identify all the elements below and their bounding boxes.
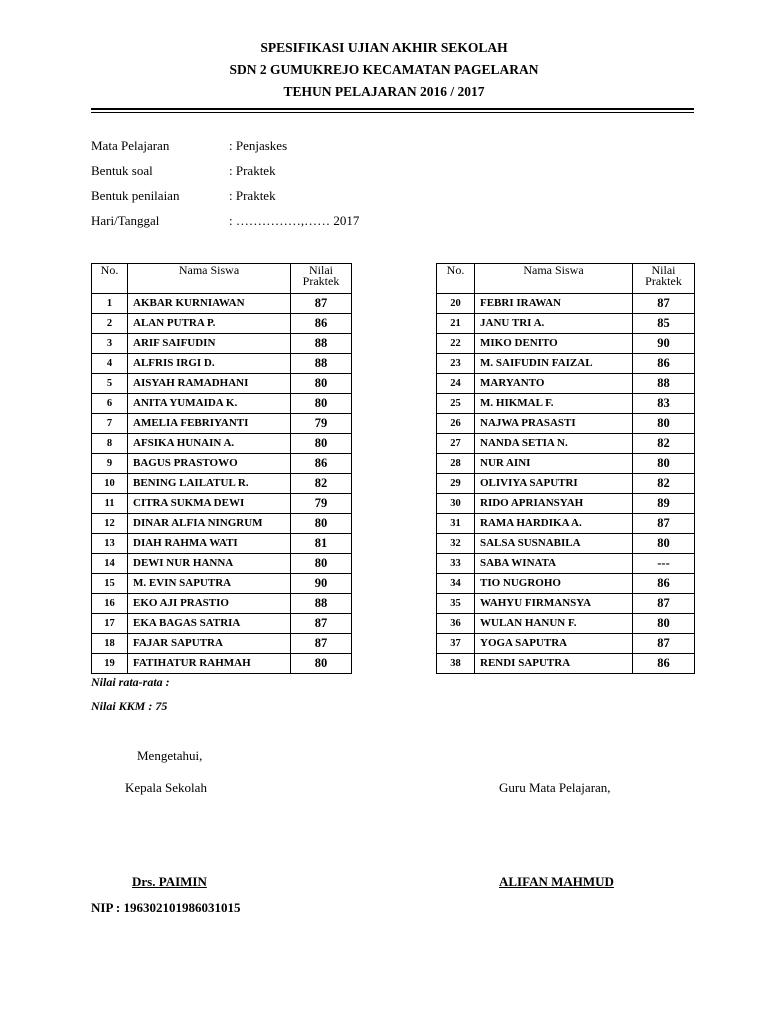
student-score: 87 — [633, 294, 695, 314]
header-rule-thick — [91, 108, 694, 110]
kkm-label: Nilai KKM : 75 — [91, 699, 168, 713]
student-score: 82 — [291, 474, 352, 494]
student-name: TIO NUGROHO — [475, 574, 633, 594]
col-header-score-line1: Nilai — [651, 263, 676, 277]
table-row — [92, 334, 352, 354]
student-name: AMELIA FEBRIYANTI — [128, 414, 291, 434]
col-header-no: No. — [92, 264, 128, 294]
student-name: WAHYU FIRMANSYA — [475, 594, 633, 614]
student-score: 88 — [291, 334, 352, 354]
student-name: FAJAR SAPUTRA — [128, 634, 291, 654]
table-row — [437, 514, 695, 534]
principal-nip: NIP : 196302101986031015 — [91, 900, 241, 915]
table-row — [437, 574, 695, 594]
student-number: 36 — [437, 614, 475, 634]
student-number: 10 — [92, 474, 128, 494]
table-row — [92, 394, 352, 414]
student-name: MIKO DENITO — [475, 334, 633, 354]
student-number: 7 — [92, 414, 128, 434]
principal-role: Kepala Sekolah — [125, 780, 207, 795]
student-name: EKO AJI PRASTIO — [128, 594, 291, 614]
student-score: 87 — [291, 614, 352, 634]
student-score: 86 — [633, 654, 695, 674]
student-number: 4 — [92, 354, 128, 374]
student-score: --- — [633, 554, 695, 574]
table-row — [437, 634, 695, 654]
acknowledged-text: Mengetahui, — [137, 748, 203, 763]
col-header-name: Nama Siswa — [128, 264, 291, 294]
teacher-role: Guru Mata Pelajaran, — [499, 780, 611, 795]
student-number: 15 — [92, 574, 128, 594]
table-row — [437, 454, 695, 474]
col-header-score — [633, 264, 695, 294]
student-number: 6 — [92, 394, 128, 414]
table-row — [437, 554, 695, 574]
student-name: WULAN HANUN F. — [475, 614, 633, 634]
grade-table-right — [436, 263, 695, 674]
table-row — [437, 654, 695, 674]
student-number: 23 — [437, 354, 475, 374]
student-score: 88 — [633, 374, 695, 394]
student-score: 87 — [633, 594, 695, 614]
table-row — [92, 514, 352, 534]
student-name: ALFRIS IRGI D. — [128, 354, 291, 374]
student-number: 11 — [92, 494, 128, 514]
student-name: CITRA SUKMA DEWI — [128, 494, 291, 514]
student-name: BAGUS PRASTOWO — [128, 454, 291, 474]
student-name: SABA WINATA — [475, 554, 633, 574]
student-score: 86 — [291, 314, 352, 334]
student-number: 31 — [437, 514, 475, 534]
table-row — [437, 314, 695, 334]
student-number: 29 — [437, 474, 475, 494]
student-name: EKA BAGAS SATRIA — [128, 614, 291, 634]
table-row — [92, 574, 352, 594]
table-row — [437, 534, 695, 554]
info-label: Bentuk penilaian — [91, 188, 180, 203]
table-row — [92, 614, 352, 634]
table-row — [437, 434, 695, 454]
table-row — [92, 414, 352, 434]
student-score: 80 — [291, 514, 352, 534]
col-header-score-line2: Praktek — [645, 274, 682, 288]
student-number: 27 — [437, 434, 475, 454]
student-name: DIAH RAHMA WATI — [128, 534, 291, 554]
student-score: 80 — [291, 654, 352, 674]
student-score: 80 — [291, 554, 352, 574]
col-header-score-line2: Praktek — [302, 274, 340, 288]
student-number: 8 — [92, 434, 128, 454]
table-row — [92, 474, 352, 494]
student-name: M. HIKMAL F. — [475, 394, 633, 414]
student-score: 87 — [633, 514, 695, 534]
student-name: FATIHATUR RAHMAH — [128, 654, 291, 674]
student-score: 83 — [633, 394, 695, 414]
student-score: 80 — [291, 374, 352, 394]
info-value: : Praktek — [229, 163, 276, 178]
student-name: RAMA HARDIKA A. — [475, 514, 633, 534]
table-row — [437, 414, 695, 434]
info-label: Hari/Tanggal — [91, 213, 160, 228]
info-label: Mata Pelajaran — [91, 138, 170, 153]
table-row — [92, 654, 352, 674]
student-score: 80 — [291, 434, 352, 454]
info-value: : Praktek — [229, 188, 276, 203]
student-name: FEBRI IRAWAN — [475, 294, 633, 314]
table-row — [437, 394, 695, 414]
student-name: ALAN PUTRA P. — [128, 314, 291, 334]
table-row — [92, 634, 352, 654]
student-number: 32 — [437, 534, 475, 554]
student-score: 86 — [633, 574, 695, 594]
student-score: 88 — [291, 354, 352, 374]
student-number: 33 — [437, 554, 475, 574]
principal-name: Drs. PAIMIN — [132, 874, 207, 889]
student-name: M. EVIN SAPUTRA — [128, 574, 291, 594]
student-number: 5 — [92, 374, 128, 394]
student-number: 37 — [437, 634, 475, 654]
student-score: 80 — [291, 394, 352, 414]
student-score: 87 — [291, 634, 352, 654]
student-number: 18 — [92, 634, 128, 654]
doc-title-line2: SDN 2 GUMUKREJO KECAMATAN PAGELARAN — [229, 62, 539, 77]
student-number: 12 — [92, 514, 128, 534]
table-row — [437, 334, 695, 354]
student-score: 88 — [291, 594, 352, 614]
table-row — [437, 614, 695, 634]
col-header-score-line1: Nilai — [309, 263, 333, 277]
student-name: ARIF SAIFUDIN — [128, 334, 291, 354]
table-row — [437, 474, 695, 494]
student-number: 28 — [437, 454, 475, 474]
student-score: 89 — [633, 494, 695, 514]
table-row — [92, 534, 352, 554]
student-number: 3 — [92, 334, 128, 354]
student-score: 86 — [291, 454, 352, 474]
student-number: 38 — [437, 654, 475, 674]
col-header-name: Nama Siswa — [475, 264, 633, 294]
table-row — [92, 294, 352, 314]
table-row — [92, 494, 352, 514]
student-name: OLIVIYA SAPUTRI — [475, 474, 633, 494]
table-row — [92, 354, 352, 374]
student-score: 90 — [291, 574, 352, 594]
student-score: 82 — [633, 434, 695, 454]
student-name: JANU TRI A. — [475, 314, 633, 334]
student-name: YOGA SAPUTRA — [475, 634, 633, 654]
student-score: 80 — [633, 454, 695, 474]
student-score: 79 — [291, 414, 352, 434]
doc-title-line1: SPESIFIKASI UJIAN AKHIR SEKOLAH — [260, 40, 508, 55]
student-name: AISYAH RAMADHANI — [128, 374, 291, 394]
student-number: 17 — [92, 614, 128, 634]
student-score: 82 — [633, 474, 695, 494]
student-score: 80 — [633, 534, 695, 554]
student-name: DINAR ALFIA NINGRUM — [128, 514, 291, 534]
student-score: 87 — [291, 294, 352, 314]
table-row — [437, 294, 695, 314]
table-row — [92, 434, 352, 454]
student-score: 85 — [633, 314, 695, 334]
student-number: 24 — [437, 374, 475, 394]
info-label: Bentuk soal — [91, 163, 153, 178]
grade-table-left — [91, 263, 352, 674]
table-row — [92, 314, 352, 334]
student-number: 19 — [92, 654, 128, 674]
student-number: 21 — [437, 314, 475, 334]
table-row — [92, 594, 352, 614]
student-score: 79 — [291, 494, 352, 514]
student-number: 14 — [92, 554, 128, 574]
table-row — [92, 554, 352, 574]
student-score: 90 — [633, 334, 695, 354]
student-name: AKBAR KURNIAWAN — [128, 294, 291, 314]
student-name: MARYANTO — [475, 374, 633, 394]
header-rule-thin — [91, 112, 694, 113]
student-name: ANITA YUMAIDA K. — [128, 394, 291, 414]
teacher-name: ALIFAN MAHMUD — [499, 874, 614, 889]
table-row — [92, 374, 352, 394]
student-name: NANDA SETIA N. — [475, 434, 633, 454]
student-score: 80 — [633, 414, 695, 434]
info-value: : ……………,…… 2017 — [229, 213, 360, 228]
student-name: NUR AINI — [475, 454, 633, 474]
student-number: 2 — [92, 314, 128, 334]
student-name: RIDO APRIANSYAH — [475, 494, 633, 514]
student-score: 81 — [291, 534, 352, 554]
student-number: 35 — [437, 594, 475, 614]
table-row — [437, 374, 695, 394]
student-number: 20 — [437, 294, 475, 314]
student-name: M. SAIFUDIN FAIZAL — [475, 354, 633, 374]
student-number: 26 — [437, 414, 475, 434]
student-score: 87 — [633, 634, 695, 654]
student-number: 13 — [92, 534, 128, 554]
student-score: 86 — [633, 354, 695, 374]
average-label: Nilai rata-rata : — [91, 675, 170, 689]
doc-title-line3: TEHUN PELAJARAN 2016 / 2017 — [283, 84, 485, 99]
student-number: 9 — [92, 454, 128, 474]
col-header-no: No. — [437, 264, 475, 294]
student-number: 16 — [92, 594, 128, 614]
table-row — [437, 594, 695, 614]
student-name: SALSA SUSNABILA — [475, 534, 633, 554]
table-row — [437, 494, 695, 514]
student-name: RENDI SAPUTRA — [475, 654, 633, 674]
student-name: NAJWA PRASASTI — [475, 414, 633, 434]
col-header-score — [291, 264, 352, 294]
student-number: 30 — [437, 494, 475, 514]
student-name: AFSIKA HUNAIN A. — [128, 434, 291, 454]
table-row — [437, 354, 695, 374]
student-number: 25 — [437, 394, 475, 414]
student-name: DEWI NUR HANNA — [128, 554, 291, 574]
info-value: : Penjaskes — [229, 138, 288, 153]
student-name: BENING LAILATUL R. — [128, 474, 291, 494]
student-number: 1 — [92, 294, 128, 314]
student-number: 22 — [437, 334, 475, 354]
student-score: 80 — [633, 614, 695, 634]
table-row — [92, 454, 352, 474]
student-number: 34 — [437, 574, 475, 594]
